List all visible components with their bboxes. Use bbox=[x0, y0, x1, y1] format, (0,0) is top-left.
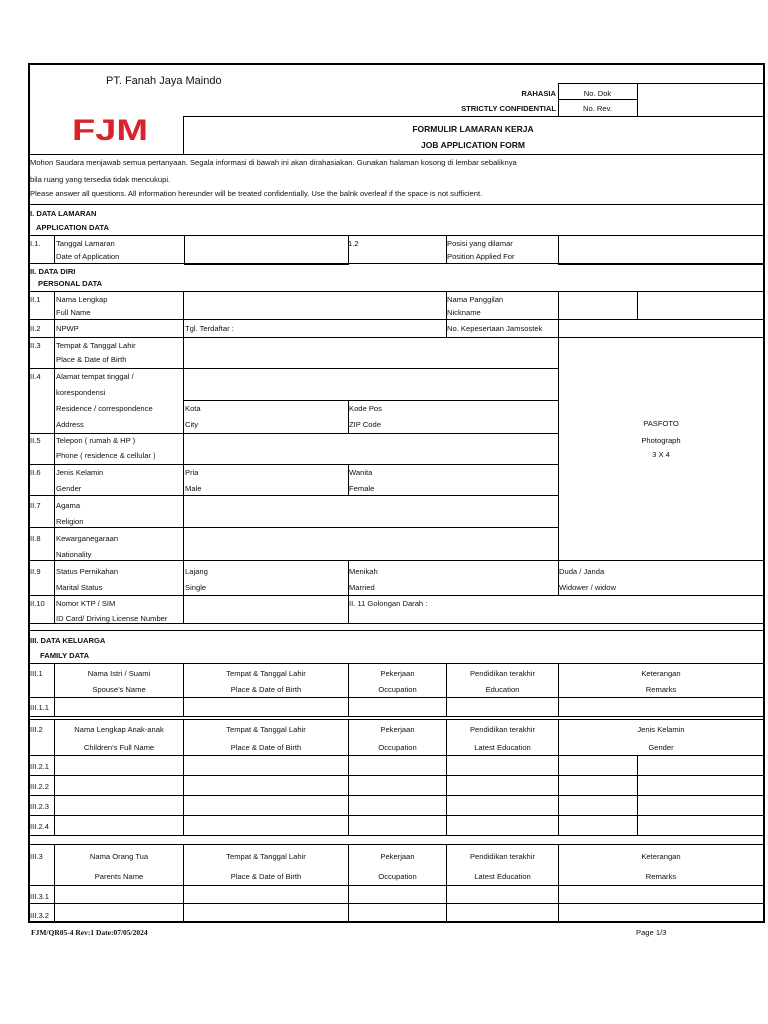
gender-female-option-id[interactable]: Wanita bbox=[349, 468, 373, 477]
parents-occupation-header-en: Occupation bbox=[378, 872, 417, 881]
row-iii3-num: III.3 bbox=[30, 852, 43, 861]
rahasia-label: RAHASIA bbox=[521, 89, 556, 98]
spouse-name-header-en: Spouse's Name bbox=[92, 685, 146, 694]
city-label-en: City bbox=[185, 420, 199, 429]
row-ii1-num: II.1 bbox=[30, 295, 41, 304]
npwp-label: NPWP bbox=[56, 324, 79, 333]
children-row-2-num: III.2.2 bbox=[30, 782, 49, 791]
children-occupation-header-id: Pekerjaan bbox=[380, 725, 415, 734]
parents-occupation-header-id: Pekerjaan bbox=[380, 852, 415, 861]
form-title-en: JOB APPLICATION FORM bbox=[421, 140, 525, 150]
border-right bbox=[763, 63, 765, 923]
parents-row-2-num: III.3.2 bbox=[30, 911, 49, 920]
gender-female-option-en[interactable]: Female bbox=[349, 484, 375, 493]
marital-married-option-id[interactable]: Menikah bbox=[349, 567, 378, 576]
confidential-label: STRICTLY CONFIDENTIAL bbox=[461, 104, 556, 113]
photo-box[interactable] bbox=[559, 338, 763, 595]
nationality-field[interactable] bbox=[184, 528, 558, 560]
spouse-row[interactable] bbox=[55, 698, 763, 716]
row-iii2-num: III.2 bbox=[30, 725, 43, 734]
date-application-label-en: Date of Application bbox=[56, 252, 120, 261]
phone-label-id: Telepon ( rumah & HP ) bbox=[56, 436, 136, 445]
children-birth-header-id: Tempat & Tanggal Lahir bbox=[226, 725, 306, 734]
zip-label-en: ZIP Code bbox=[349, 420, 381, 429]
religion-field[interactable] bbox=[184, 496, 558, 527]
border-bottom bbox=[28, 921, 765, 923]
intro-line-3: Please answer all questions. All information hereunder will be treated confidentially. Use the balnk overleaf if the space is not sufficient. bbox=[30, 189, 483, 198]
photo-size-label: 3 X 4 bbox=[652, 450, 670, 459]
nationality-label-en: Nationality bbox=[56, 550, 92, 559]
id-card-field[interactable] bbox=[184, 596, 348, 623]
parents-row-1-num: III.3.1 bbox=[30, 892, 49, 901]
spouse-birth-header-en: Place & Date of Birth bbox=[230, 685, 302, 694]
spouse-remarks-header-id: Keterangan bbox=[641, 669, 681, 678]
marital-widow-option-id[interactable]: Duda / Janda bbox=[559, 567, 605, 576]
marital-single-option-en[interactable]: Single bbox=[185, 583, 207, 592]
parents-education-header-en: Latest Education bbox=[474, 872, 531, 881]
parents-education-header-id: Pendidikan terakhir bbox=[469, 852, 535, 861]
position-label-en: Position Applied For bbox=[447, 252, 515, 261]
id-card-label-en: ID Card/ Driving License Number bbox=[56, 614, 168, 623]
nationality-label-id: Kewarganegaraan bbox=[56, 534, 119, 543]
logo-text: FJM bbox=[72, 114, 148, 145]
children-name-header-en: Children's Full Name bbox=[83, 743, 155, 752]
parents-remarks-header-id: Keterangan bbox=[641, 852, 681, 861]
children-row-4-num: III.2.4 bbox=[30, 822, 49, 831]
intro-line-2: bila ruang yang tersedia tidak mencukupi. bbox=[30, 175, 171, 184]
row-ii8-num: II.8 bbox=[30, 534, 41, 543]
row-ii10-num: II.10 bbox=[30, 599, 45, 608]
jamsostek-field[interactable] bbox=[559, 320, 763, 337]
full-name-label-id: Nama Lengkap bbox=[56, 295, 108, 304]
photo-label-en: Photograph bbox=[641, 436, 681, 445]
row-ii9-num: II.9 bbox=[30, 567, 41, 576]
full-name-field[interactable] bbox=[184, 292, 446, 319]
gender-male-option-en[interactable]: Male bbox=[185, 484, 202, 493]
marital-label-id: Status Pernikahan bbox=[56, 567, 119, 576]
row-ii6-num: II.6 bbox=[30, 468, 41, 477]
children-row-1-num: III.2.1 bbox=[30, 762, 49, 771]
marital-single-option-id[interactable]: Lajang bbox=[185, 567, 208, 576]
intro-line-1: Mohon Saudara menjawab semua pertanyaan. Segala informasi di bawah ini akan dirahasiakan. Gunakan halaman kosong di lembar sebaliknya bbox=[30, 158, 517, 167]
section3-title: III. DATA KELUARGA bbox=[30, 636, 106, 645]
company-name: PT. Fanah Jaya Maindo bbox=[106, 75, 222, 87]
spouse-occupation-header-id: Pekerjaan bbox=[380, 669, 415, 678]
id-card-label-id: Nomor KTP / SIM bbox=[56, 599, 116, 608]
religion-label-en: Religion bbox=[56, 517, 84, 526]
section3-subtitle: FAMILY DATA bbox=[40, 651, 90, 660]
zip-label-id: Kode Pos bbox=[349, 404, 382, 413]
npwp-date-field[interactable] bbox=[268, 320, 446, 337]
row-ii3-num: II.3 bbox=[30, 341, 41, 350]
children-row-3-num: III.2.3 bbox=[30, 802, 49, 811]
page-number: Page 1/3 bbox=[636, 928, 667, 937]
parents-name-header-id: Nama Orang Tua bbox=[89, 852, 149, 861]
nickname-label-id: Nama Panggilan bbox=[447, 295, 504, 304]
spouse-row-num: III.1.1 bbox=[30, 703, 49, 712]
spouse-name-header-id: Nama Istri / Suami bbox=[87, 669, 151, 678]
parents-name-header-en: Parents Name bbox=[94, 872, 144, 881]
parents-birth-header-en: Place & Date of Birth bbox=[230, 872, 302, 881]
position-field[interactable] bbox=[558, 235, 765, 265]
birth-field[interactable] bbox=[184, 338, 558, 368]
address-label-1: Alamat tempat tinggal / bbox=[56, 372, 134, 381]
row-ii4-num: II.4 bbox=[30, 372, 41, 381]
spouse-education-header-en: Education bbox=[485, 685, 520, 694]
birth-label-id: Tempat & Tanggal Lahir bbox=[56, 341, 136, 350]
address-label-2: korespondensi bbox=[56, 388, 106, 397]
city-label-id: Kota bbox=[185, 404, 201, 413]
row-ii5-num: II.5 bbox=[30, 436, 41, 445]
nickname-label-en: Nickname bbox=[447, 308, 481, 317]
birth-label-en: Place & Date of Birth bbox=[56, 355, 127, 364]
phone-field[interactable] bbox=[184, 434, 558, 464]
children-education-header-id: Pendidikan terakhir bbox=[469, 725, 535, 734]
job-application-form bbox=[28, 63, 765, 923]
blood-type-field[interactable] bbox=[428, 596, 763, 623]
date-application-label-id: Tanggal Lamaran bbox=[56, 239, 115, 248]
company-logo bbox=[70, 113, 150, 145]
row-i1-num: I.1. bbox=[30, 239, 41, 248]
full-name-label-en: Full Name bbox=[56, 308, 91, 317]
row-ii2-num: II.2 bbox=[30, 324, 41, 333]
parents-remarks-header-en: Remarks bbox=[645, 872, 677, 881]
parents-birth-header-id: Tempat & Tanggal Lahir bbox=[226, 852, 306, 861]
gender-label-en: Gender bbox=[56, 484, 82, 493]
section1-subtitle: APPLICATION DATA bbox=[36, 223, 109, 232]
row-i2-num: 1.2 bbox=[348, 239, 359, 248]
section2-subtitle: PERSONAL DATA bbox=[38, 279, 103, 288]
children-gender-header-en: Gender bbox=[648, 743, 674, 752]
children-occupation-header-en: Occupation bbox=[378, 743, 417, 752]
border-top bbox=[28, 63, 765, 65]
marital-married-option-en[interactable]: Married bbox=[349, 583, 375, 592]
form-title-id: FORMULIR LAMARAN KERJA bbox=[412, 124, 534, 134]
phone-label-en: Phone ( residence & cellular ) bbox=[56, 451, 156, 460]
children-gender-header-id: Jenis Kelamin bbox=[637, 725, 685, 734]
no-rev-label: No. Rev. bbox=[583, 104, 612, 113]
document-code: FJM/QR05-4 Rev:1 Date:07/05/2024 bbox=[31, 928, 148, 937]
row-ii7-num: II.7 bbox=[30, 501, 41, 510]
section1-title: I. DATA LAMARAN bbox=[30, 209, 97, 218]
children-birth-header-en: Place & Date of Birth bbox=[230, 743, 302, 752]
address-label-4: Address bbox=[56, 420, 84, 429]
section2-title: II. DATA DIRI bbox=[30, 267, 76, 276]
gender-label-id: Jenis Kelamin bbox=[56, 468, 104, 477]
gender-male-option-id[interactable]: Pria bbox=[185, 468, 199, 477]
nickname-field[interactable] bbox=[637, 292, 763, 319]
children-name-header-id: Nama Lengkap Anak-anak bbox=[74, 725, 164, 734]
photo-label-id: PASFOTO bbox=[643, 419, 679, 428]
spouse-remarks-header-en: Remarks bbox=[645, 685, 677, 694]
children-education-header-en: Latest Education bbox=[474, 743, 531, 752]
address-field[interactable] bbox=[184, 369, 558, 400]
registered-date-label: Tgl. Terdaftar : bbox=[185, 324, 234, 333]
jamsostek-label: No. Kepesertaan Jamsostek bbox=[447, 324, 543, 333]
row-iii1-num: III.1 bbox=[30, 669, 43, 678]
address-label-3: Residence / correspondence bbox=[56, 404, 153, 413]
spouse-education-header-id: Pendidikan terakhir bbox=[469, 669, 535, 678]
position-label-id: Posisi yang dilamar bbox=[447, 239, 513, 248]
date-application-field[interactable] bbox=[184, 235, 349, 265]
marital-label-en: Marital Status bbox=[56, 583, 103, 592]
blood-type-label: II. 11 Golongan Darah : bbox=[349, 599, 428, 608]
religion-label-id: Agama bbox=[56, 501, 81, 510]
no-dok-label: No. Dok bbox=[583, 89, 612, 98]
spouse-birth-header-id: Tempat & Tanggal Lahir bbox=[226, 669, 306, 678]
marital-widow-option-en[interactable]: Widower / widow bbox=[559, 583, 616, 592]
spouse-occupation-header-en: Occupation bbox=[378, 685, 417, 694]
